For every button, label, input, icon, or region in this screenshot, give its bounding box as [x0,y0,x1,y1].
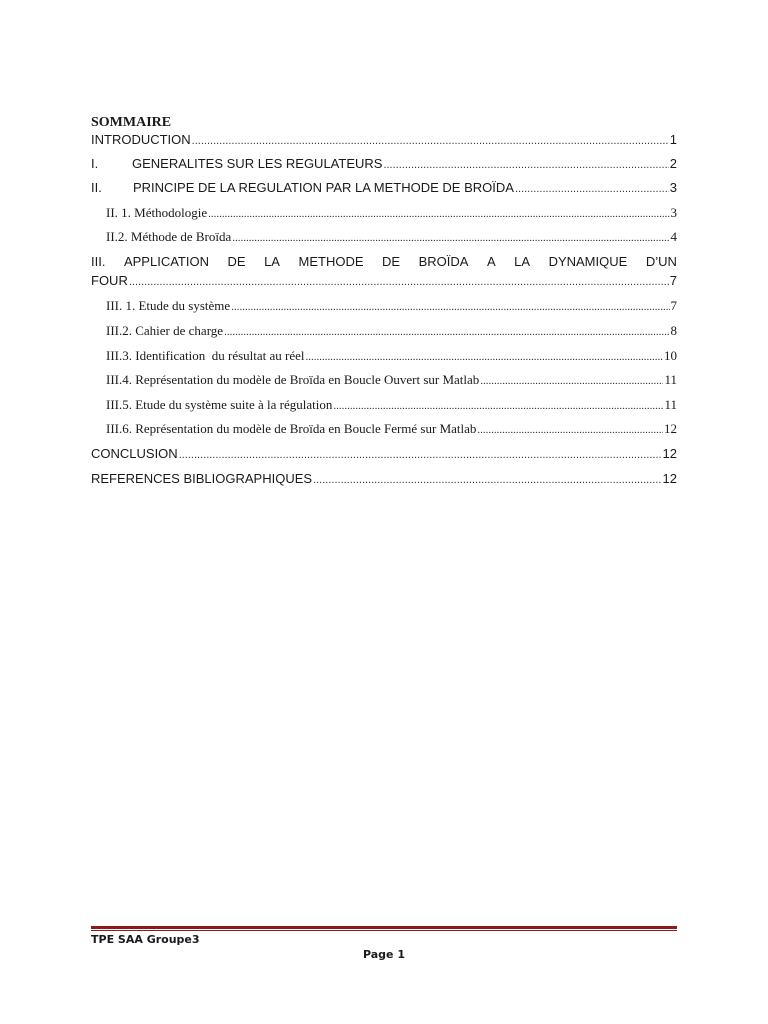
toc-entry-label: REFERENCES BIBLIOGRAPHIQUES [91,471,313,486]
toc-entry-section-3-3[interactable] [91,348,677,372]
toc-entry-page: 2 [669,156,677,171]
toc-entry-page: 3 [669,180,677,195]
toc-entry-label: II.2. Méthode de Broïda [106,229,232,244]
toc-entry-page: 8 [670,323,677,338]
toc-entry-label: GENERALITES SUR LES REGULATEURS [132,156,383,171]
toc-entry-section-3-6[interactable] [91,421,677,446]
toc-entry-section-1[interactable] [91,156,677,180]
toc-entry-section-2-1[interactable] [91,205,677,229]
dot-leader [179,449,662,461]
toc-entry-page: 11 [664,372,677,387]
toc-title: SOMMAIRE [91,115,172,130]
footer-group-label: TPE SAA Groupe3 [91,933,200,946]
dot-leader [477,424,663,436]
footer-rule-thin [91,930,677,931]
dot-leader [231,301,669,313]
toc-entry-page: 1 [669,132,677,147]
toc-entry-conclusion[interactable] [91,446,677,471]
toc-entry-section-3-5[interactable] [91,397,677,421]
toc-entry-page: 7 [670,298,677,313]
section-number: III. [91,254,106,269]
dot-leader [383,159,668,171]
toc-entry-references[interactable] [91,471,677,496]
dot-leader [224,326,669,338]
footer-page-number: Page 1 [362,948,405,961]
toc-entry-label: III.5. Etude du système suite à la régulation [106,397,333,412]
toc-entry-page: 12 [662,471,677,486]
table-of-contents [91,114,677,496]
toc-entry-label: INTRODUCTION [91,132,191,147]
toc-entry-label: III.6. Représentation du modèle de Broïda en Boucle Fermé sur Matlab [106,421,477,436]
toc-entry-page: 4 [670,229,677,244]
toc-entry-section-3-2[interactable] [91,323,677,348]
footer-rule [91,926,677,929]
toc-entry-page: 3 [670,205,677,220]
dot-leader [232,232,669,244]
toc-entry-page: 12 [662,446,677,461]
toc-entry-page: 11 [664,397,677,412]
dot-leader [129,276,669,288]
toc-entry-section-3-1[interactable] [91,298,677,323]
dot-leader [306,351,663,363]
toc-entry-label: III.3. Identification du résultat au réel [106,348,305,363]
toc-entry-introduction[interactable] [91,132,677,156]
toc-entry-section-3[interactable] [91,254,677,298]
dot-leader [480,375,663,387]
toc-entry-label-line1: III. APPLICATION DE LA METHODE DE BROÏDA A LA DYNAMIQUE D’UN [91,254,677,273]
toc-entry-label-line2: FOUR [91,273,128,288]
toc-entry-section-3-4[interactable] [91,372,677,397]
dot-leader [333,400,663,412]
toc-entry-label: III.4. Représentation du modèle de Broïda en Boucle Ouvert sur Matlab [106,372,480,387]
dot-leader [192,135,669,147]
toc-entry-label: CONCLUSION [91,446,178,461]
toc-entry-page: 7 [669,273,677,288]
dot-leader [208,208,669,220]
section-number: II. [91,180,102,195]
toc-entry-page: 10 [664,348,677,363]
toc-entry-label: II. 1. Méthodologie [106,205,208,220]
toc-entry-label: PRINCIPE DE LA REGULATION PAR LA METHODE DE BROÏDA [133,180,514,195]
toc-entry-label: III.2. Cahier de charge [106,323,224,338]
toc-entry-section-2[interactable] [91,180,677,205]
toc-entry-label: III. 1. Etude du système [106,298,231,313]
toc-entry-page: 12 [664,421,677,436]
section-number: I. [91,156,99,171]
dot-leader [313,474,661,486]
dot-leader [515,183,669,195]
toc-entry-section-2-2[interactable] [91,229,677,254]
